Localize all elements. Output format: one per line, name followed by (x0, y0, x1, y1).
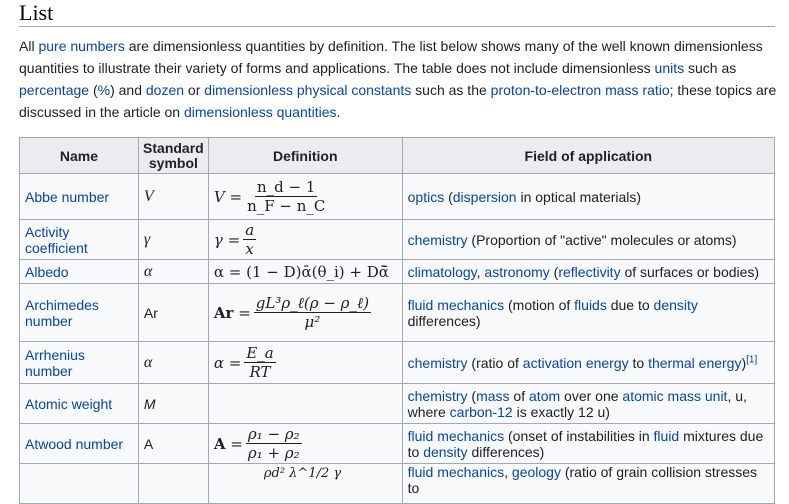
wiki-link[interactable]: thermal energy (648, 354, 742, 371)
row-symbol: V (138, 174, 208, 220)
row-symbol: α (138, 342, 208, 384)
wiki-link[interactable]: [1] (746, 353, 758, 365)
text-run: ( (89, 82, 98, 98)
row-definition-formula: A = $\frac{\text{ρ₁ − ρ₂}}{\text{ρ₁ + ρ₂}}$ (208, 424, 402, 464)
text-run: due to (606, 296, 654, 313)
text-run: is exactly 12 u) (512, 403, 610, 420)
header-field-of-application[interactable]: Field of application (402, 138, 774, 174)
table-row (20, 174, 775, 220)
wiki-link[interactable]: density (653, 296, 698, 313)
text-run: (motion of (504, 296, 575, 313)
text-run: quantities to illustrate their variety of forms and applications. The table does not include dimensionless (19, 60, 655, 76)
row-field-of-application (402, 260, 774, 284)
wiki-link[interactable]: percentage (19, 82, 90, 98)
row-field-of-application (402, 284, 774, 342)
text-run: (onset of instabilities in (504, 427, 654, 444)
wiki-link[interactable]: pure numbers (38, 38, 125, 54)
wiki-link[interactable]: carbon-12 (449, 403, 513, 420)
wiki-link[interactable]: fluid (653, 427, 680, 444)
table-row (20, 424, 775, 464)
row-name-link[interactable]: Abbe number (20, 174, 139, 220)
intro-line (19, 35, 789, 57)
header-standard-symbol[interactable]: Standard symbol (138, 138, 208, 174)
row-name-link[interactable] (20, 464, 139, 504)
wiki-link[interactable]: chemistry (407, 387, 468, 404)
text-run: All (19, 38, 39, 54)
text-run: differences) (407, 312, 481, 329)
row-definition-formula (208, 384, 402, 424)
text-run: ) (741, 354, 747, 371)
intro-line (19, 101, 789, 123)
text-run: (Proportion of "active" molecules or atoms) (467, 231, 737, 248)
table-row (20, 220, 775, 260)
wiki-link[interactable]: fluid mechanics (407, 296, 505, 313)
text-run: (ratio of (467, 354, 523, 371)
wiki-link[interactable]: chemistry (407, 231, 468, 248)
row-name-link[interactable]: Archimedes number (20, 284, 139, 342)
wiki-link[interactable]: % (97, 82, 111, 98)
row-symbol: A (138, 424, 208, 464)
wiki-link[interactable]: chemistry (407, 354, 468, 371)
table-row (20, 260, 775, 284)
row-name-link[interactable]: Albedo (20, 260, 139, 284)
wiki-link[interactable]: fluids (574, 296, 607, 313)
text-run: ; these topics are (669, 82, 777, 98)
wiki-link[interactable]: fluid mechanics (407, 427, 505, 444)
wiki-link[interactable]: optics (407, 188, 445, 205)
text-run: , (476, 263, 485, 280)
wiki-link[interactable]: reflectivity (558, 263, 621, 280)
wiki-link[interactable]: dispersion (452, 188, 517, 205)
intro-line (19, 79, 789, 101)
text-run: such as the (411, 82, 491, 98)
intro-paragraph (19, 35, 789, 123)
wiki-link[interactable]: mass (476, 387, 510, 404)
table-row (20, 464, 775, 504)
section-title: List (19, 0, 54, 25)
text-run: such as (684, 60, 737, 76)
text-run: over one (560, 387, 623, 404)
text-run: discussed in the article on (19, 104, 184, 120)
table-row (20, 342, 775, 384)
text-run: of surfaces or bodies) (620, 263, 760, 280)
table-row (20, 284, 775, 342)
row-field-of-application (402, 220, 774, 260)
table-header-row (20, 138, 775, 174)
row-field-of-application (402, 342, 774, 384)
text-run: ( (444, 188, 453, 205)
row-definition-formula: V = $\frac{n\_d - 1}{n\_F - n\_C}$ (208, 174, 402, 220)
row-symbol: α (138, 260, 208, 284)
row-definition-formula: γ = $\frac{a}{x}$ (208, 220, 402, 260)
row-name-link[interactable]: Atomic weight (20, 384, 139, 424)
wiki-link[interactable]: atom (529, 387, 561, 404)
wiki-link[interactable]: astronomy (484, 263, 550, 280)
text-run: of (509, 387, 530, 404)
wiki-link[interactable]: activation energy (522, 354, 629, 371)
row-name-link[interactable]: Arrhenius number (20, 342, 139, 384)
text-run: mixtures due to (407, 427, 764, 460)
wiki-link[interactable]: density (423, 443, 468, 460)
row-field-of-application (402, 174, 774, 220)
text-run: , (504, 464, 512, 480)
wiki-link[interactable]: atomic mass unit (622, 387, 728, 404)
row-definition-formula: ρd² λ^1/2 γ (208, 464, 402, 504)
wiki-link[interactable]: geology (511, 464, 561, 480)
text-run: (ratio of grain collision stresses to (407, 464, 758, 496)
row-definition-formula: α = (1 − D)ᾱ(θ_i) + Dᾱ̄ (208, 260, 402, 284)
wiki-link[interactable]: dimensionless physical constants (204, 82, 412, 98)
wiki-link[interactable]: dozen (145, 82, 185, 98)
wiki-link[interactable]: fluid mechanics (407, 464, 505, 480)
row-field-of-application (402, 424, 774, 464)
text-run: ( (467, 387, 477, 404)
wiki-link[interactable]: proton-to-electron mass ratio (490, 82, 670, 98)
header-name[interactable]: Name (20, 138, 139, 174)
section-heading (19, 0, 775, 27)
wiki-link[interactable]: climatology (407, 263, 477, 280)
dimensionless-quantities-table (19, 137, 775, 504)
row-name-link[interactable]: Activity coefficient (20, 220, 139, 260)
row-definition-formula: α = $\frac{E\_a}{RT}$ (208, 342, 402, 384)
row-symbol: γ (138, 220, 208, 260)
row-symbol: Ar (138, 284, 208, 342)
table-row (20, 384, 775, 424)
row-definition-formula: Ar = $\frac{\text{gL³ρ\_ℓ(ρ − ρ\_ℓ)}}{\text{μ²}}$ (208, 284, 402, 342)
row-symbol (138, 464, 208, 504)
wiki-link[interactable]: units (654, 60, 685, 76)
text-run: in optical materials) (516, 188, 642, 205)
text-run: ( (549, 263, 559, 280)
row-field-of-application (402, 464, 774, 504)
text-run: are dimensionless quantities by definition. The list below shows many of the well known dimensionless (124, 38, 763, 54)
text-run: , u, where (407, 387, 747, 420)
text-run: ) and (110, 82, 146, 98)
row-symbol: M (138, 384, 208, 424)
text-run: differences) (467, 443, 545, 460)
text-run: or (184, 82, 205, 98)
text-run: . (336, 104, 341, 120)
row-field-of-application (402, 384, 774, 424)
text-run: to (628, 354, 649, 371)
header-definition[interactable]: Definition (208, 138, 402, 174)
row-name-link[interactable]: Atwood number (20, 424, 139, 464)
intro-line (19, 57, 789, 79)
wiki-link[interactable]: dimensionless quantities (183, 104, 337, 120)
